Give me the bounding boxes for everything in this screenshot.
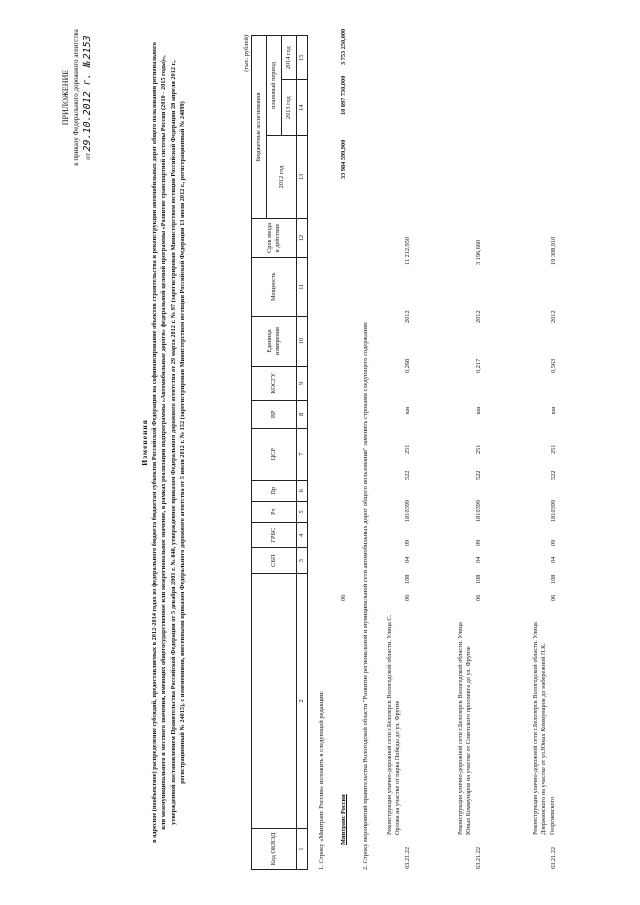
row-kosgu: 251 <box>550 444 557 454</box>
document-heading <box>140 40 187 845</box>
row-rz: 04 <box>475 556 482 563</box>
header-okved: Код ОКВЭД <box>252 828 297 869</box>
row-description: Реконструкция улично-дорожной сети г.Белозерск Вологодской области. Улица С. Орлова на участке от парка Победы до ул. Фрунзе <box>386 614 402 835</box>
row-csr: 1810399 <box>475 499 482 522</box>
header-num: 9 <box>297 366 308 400</box>
row-vr: 522 <box>550 470 557 480</box>
mintrans-2014: 3 753 250,000 <box>340 28 347 65</box>
header-csr: ЦСР <box>252 428 297 480</box>
header-pr: Пр <box>252 480 297 501</box>
row-grbs: 108 <box>404 574 411 584</box>
header-budget: Бюджетные ассигнования <box>252 36 267 219</box>
mintrans-2012: 33 984 599,900 <box>340 139 347 179</box>
header-2013: 2013 год <box>282 80 297 135</box>
mintrans-name: Минтранс России <box>340 794 347 845</box>
header-num: 5 <box>297 501 308 522</box>
row-csr: 1810399 <box>550 499 557 522</box>
header-capacity: Мощность <box>252 257 297 316</box>
row-okved: 63.21.22 <box>475 846 482 869</box>
row-term: 2012 <box>550 310 557 323</box>
header-number-row <box>297 36 308 870</box>
row-capacity: 0,268 <box>404 358 411 373</box>
header-num: 11 <box>297 257 308 316</box>
row-sbp: 06 <box>404 594 411 601</box>
row-okved: 63.21.22 <box>550 846 557 869</box>
row-grbs: 108 <box>475 574 482 584</box>
appendix-date-prefix: от <box>84 153 92 160</box>
row-vr: 522 <box>475 470 482 480</box>
heading-title: Изменения <box>140 419 149 466</box>
row-capacity: 0,217 <box>475 358 482 373</box>
header-2014: 2014 год <box>282 36 297 80</box>
header-num: 1 <box>297 828 308 869</box>
mintrans-code: 06 <box>340 594 347 601</box>
appendix-line: к приказу Федерального дорожного агентства <box>72 29 80 166</box>
header-num: 10 <box>297 316 308 366</box>
header-num: 3 <box>297 548 308 574</box>
row-sbp: 06 <box>475 594 482 601</box>
appendix-title: ПРИЛОЖЕНИЕ <box>61 69 70 126</box>
row-okved: 63.21.22 <box>404 846 411 869</box>
header-vr: ВР <box>252 400 297 428</box>
header-num: 7 <box>297 428 308 480</box>
instruction-2: 2. Строку мероприятий правительства Вологодской области "Развитие региональной и муниципальной сети автомобильных дорог общего пользования" заменить строками следующего содержания: <box>362 321 369 870</box>
row-csr: 1810399 <box>404 499 411 522</box>
header-num: 6 <box>297 480 308 501</box>
row-description: Реконструкция улично-дорожной сети г.Белозерск Вологодской области. Улица Юных Коммунаров на участке от Советского проспекта до ул. Фрунзе <box>457 622 473 835</box>
row-unit: км <box>404 406 411 414</box>
header-num: 15 <box>297 36 308 80</box>
header-unit: Единица измерения <box>252 316 297 366</box>
row-rz: 04 <box>550 556 557 563</box>
mintrans-2013: 10 897 730,000 <box>340 75 347 115</box>
row-capacity: 0,563 <box>550 358 557 373</box>
row-unit: км <box>550 406 557 414</box>
row-grbs: 108 <box>550 574 557 584</box>
header-num: 2 <box>297 573 308 828</box>
appendix-date-line <box>82 10 94 185</box>
row-kosgu: 251 <box>475 444 482 454</box>
row-term: 2012 <box>475 310 482 323</box>
units-label: (тыс. рублей) <box>243 35 250 72</box>
row-pr: 09 <box>550 539 557 546</box>
header-kosgu: КОСГУ <box>252 366 297 400</box>
row-2012: 3 196,660 <box>475 239 482 265</box>
table-header <box>251 35 308 870</box>
heading-body: в адресное (пообъектное) распределение субсидий, предоставляемых в 2012-2014 годах из федерального бюджета бюджетам субъектов Российской Федерации на софинансирование объектов строительства и реконструкции автомобильных дорог общего пользования регионального или межмуниципального и местного значения, имеющих общегосударственное или межрегиональное значение, в рамках реализации подпрограммы «Автомобильные дороги» федеральной целевой программы «Развитие транспортной системы России (2010 - 2015 годы)», утвержденной постановлением Правительства Российской Федерации от 5 декабря 2001 г. № 848, утвержденное приказом Федерального дорожного агентства от 29 марта 2012 г. № 97 (зарегистрирован Министерством юстиции Российской Федерации 28 апреля 2012 г., регистрационный № 24015), с изменениями, внесенными приказом Федерального дорожного агентства от 5 июля 2012 г. № 152 (зарегистрирован Министерством юстиции Российской Федерации 13 июля 2012 г., регистрационный № 24899) <box>151 42 186 843</box>
header-num: 14 <box>297 80 308 135</box>
header-grbs: ГРБС <box>252 522 297 548</box>
header-plan: плановый период <box>267 36 282 136</box>
row-unit: км <box>475 406 482 414</box>
row-pr: 09 <box>404 539 411 546</box>
header-num: 4 <box>297 522 308 548</box>
header-num: 12 <box>297 219 308 258</box>
header-rz: Рз <box>252 501 297 522</box>
header-2012: 2012 год <box>267 135 297 218</box>
row-term: 2012 <box>404 310 411 323</box>
header-term: Срок ввода в действие <box>252 219 297 258</box>
row-description: Реконструкция улично-дорожной сети г.Белозерск Вологодской области. Улица Дзержинского на участке от ул.Юных Коммунаров до набережной П.К. Георгиевского <box>532 622 556 835</box>
instruction-1: 1. Строку «Минтранс России» изложить в следующей редакции: <box>318 690 325 870</box>
appendix-block <box>60 10 94 185</box>
handwritten-number: 2153 <box>82 35 93 60</box>
row-pr: 09 <box>475 539 482 546</box>
row-sbp: 06 <box>550 594 557 601</box>
header-num: 13 <box>297 135 308 218</box>
row-kosgu: 251 <box>404 444 411 454</box>
row-2012: 11 212,950 <box>404 236 411 265</box>
row-vr: 522 <box>404 470 411 480</box>
header-name <box>252 573 297 828</box>
row-rz: 04 <box>404 556 411 563</box>
row-2012: 19 308,910 <box>550 236 557 265</box>
header-num: 8 <box>297 400 308 428</box>
handwritten-date: 29.10.2012 г. № <box>82 61 93 152</box>
header-sbp: СБП <box>252 548 297 574</box>
